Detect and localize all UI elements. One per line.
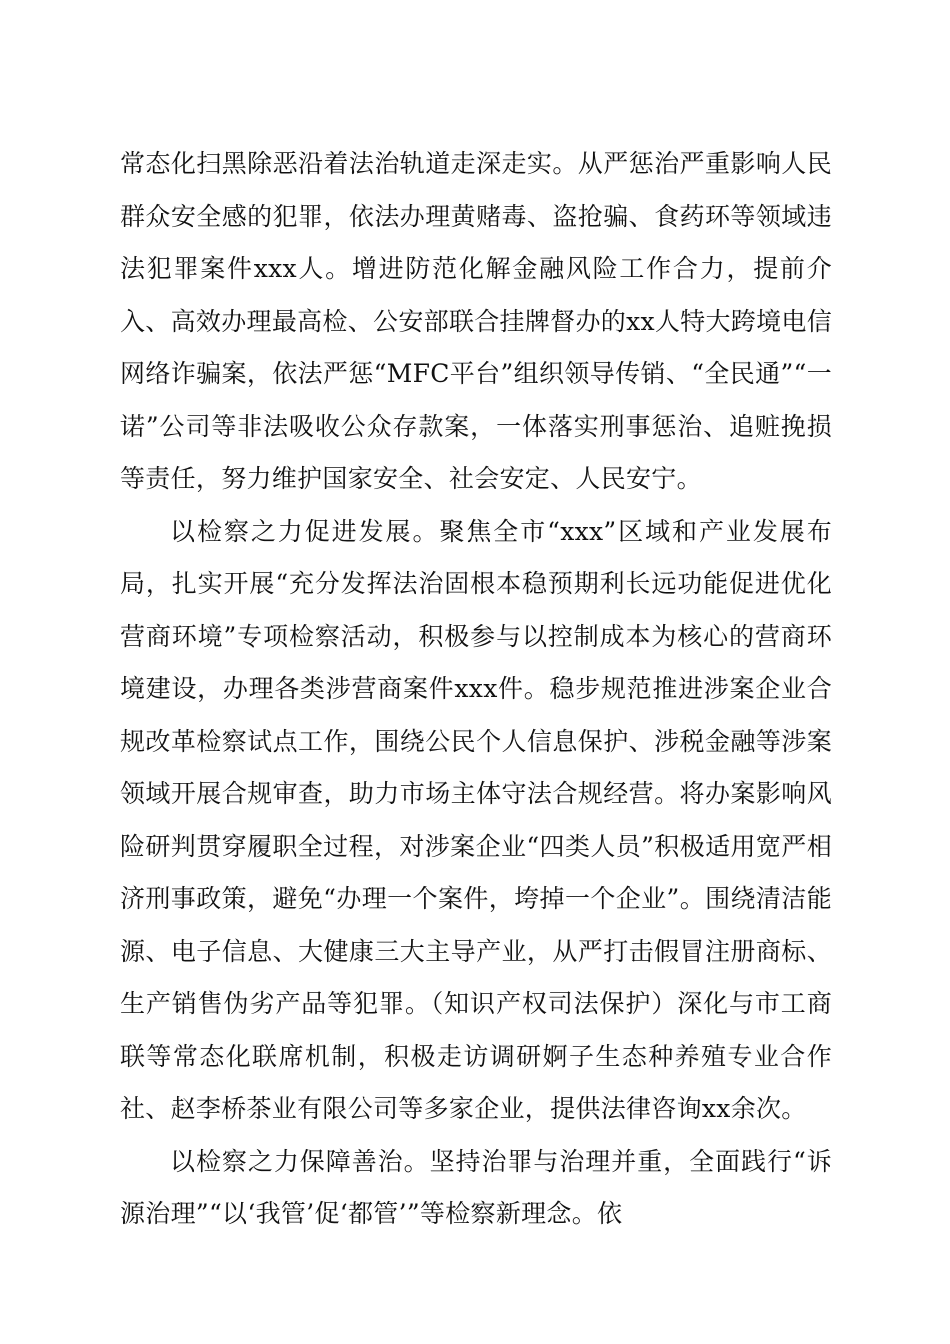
- document-body: [120, 138, 832, 1241]
- paragraph-promote-development: 以检察之力促进发展。聚焦全市“xxx”区域和产业发展布局，扎实开展“充分发挥法治固根本稳预期利长远功能促进优化营商环境”专项检察活动，积极参与以控制成本为核心的营商环境建设，办理各类涉营商案件xxx件。稳步规范推进涉案企业合规改革检察试点工作，围绕公民个人信息保护、涉税金融等涉案领域开展合规审查，助力市场主体守法合规经营。将办案影响风险研判贯穿履职全过程，对涉案企业“四类人员”积极适用宽严相济刑事政策，避免“办理一个案件，垮掉一个企业”。围绕清洁能源、电子信息、大健康三大主导产业，从严打击假冒注册商标、生产销售伪劣产品等犯罪。（知识产权司法保护）深化与市工商联等常态化联席机制，积极走访调研婀子生态种养殖专业合作社、赵李桥茶业有限公司等多家企业，提供法律咨询xx余次。: [120, 516, 832, 1123]
- paragraph-ensure-governance: 以检察之力保障善治。坚持治罪与治理并重，全面践行“诉源治理”“以‘我管’促‘都管’”等检察新理念。依: [120, 1146, 832, 1228]
- paragraph-continuation: 常态化扫黑除恶沿着法治轨道走深走实。从严惩治严重影响人民群众安全感的犯罪，依法办理黄赌毒、盗抢骗、食药环等领域违法犯罪案件xxx人。增进防范化解金融风险工作合力，提前介入、高效办理最高检、公安部联合挂牌督办的xx人特大跨境电信网络诈骗案，依法严惩“MFC平台”组织领导传销、“全民通”“一诺”公司等非法吸收公众存款案，一体落实刑事惩治、追赃挽损等责任，努力维护国家安全、社会安定、人民安宁。: [120, 149, 832, 493]
